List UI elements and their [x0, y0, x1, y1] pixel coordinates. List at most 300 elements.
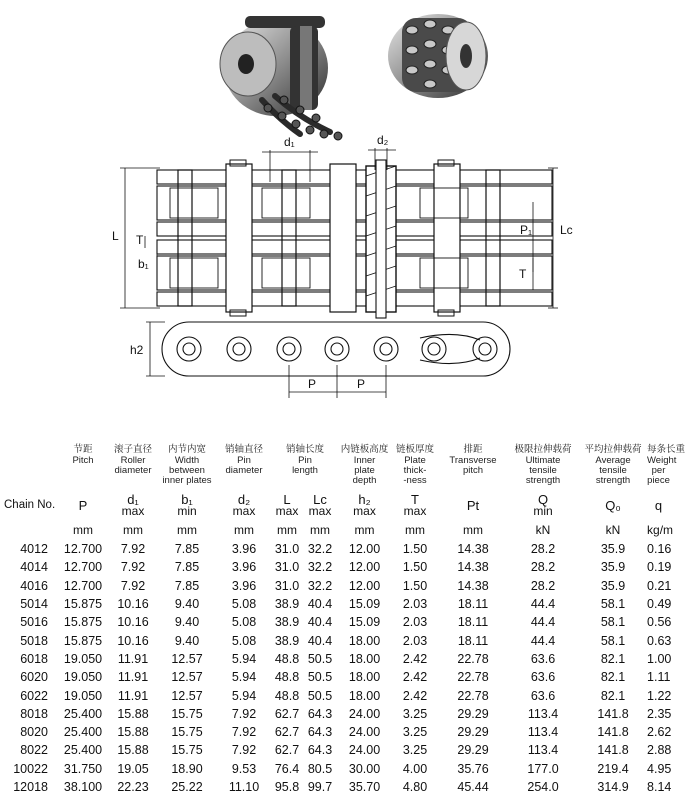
- col-header-en-line: thick-: [403, 465, 427, 476]
- col-header-en-line: Pin: [237, 455, 251, 466]
- table-cell: 141.8: [597, 725, 629, 740]
- col-symbol: [439, 490, 507, 520]
- col-header-cn: 极限拉伸载荷: [514, 444, 572, 455]
- col-header-en-line: between: [169, 465, 205, 476]
- table-cell: 35.9: [600, 578, 626, 593]
- table-cell: 82.1: [600, 651, 626, 666]
- col-header-en-line: Inner: [353, 455, 376, 466]
- table-cell: 99.7: [307, 780, 333, 794]
- col-header-cn: 排距: [463, 444, 483, 455]
- table-cell: 28.2: [530, 560, 556, 575]
- col-unit: mm: [73, 523, 93, 537]
- chain-number-cell: 6022: [20, 688, 48, 703]
- chain-number-cell: 5014: [20, 597, 48, 612]
- col-header-en-line: Plate: [404, 455, 426, 466]
- table-cell: 30.00: [348, 761, 381, 776]
- table-cell: 29.29: [457, 743, 489, 758]
- table-cell: 63.6: [530, 688, 556, 703]
- col-symbol: [507, 490, 579, 520]
- col-header-en: [108, 456, 158, 490]
- col-symbol: [579, 490, 647, 520]
- col-header-en-line: Weight: [647, 455, 677, 466]
- table-cell: 5.08: [231, 633, 257, 648]
- col-header-en-line: tensile: [529, 465, 557, 476]
- table-cell: 22.78: [457, 651, 489, 666]
- col-header-en-line: tensile: [599, 465, 627, 476]
- table-cell: 12.700: [63, 560, 103, 575]
- table-cell: 58.1: [600, 633, 626, 648]
- table-cell: 7.85: [174, 560, 200, 575]
- chain-number-cell: 12018: [13, 780, 48, 794]
- table-cell: 3.25: [402, 743, 428, 758]
- table-cell: 18.11: [457, 615, 489, 630]
- table-cell: 2.03: [402, 615, 428, 630]
- table-cell: 50.5: [307, 688, 333, 703]
- table-cell: 63.6: [530, 670, 556, 685]
- header-blank: [0, 444, 58, 456]
- table-cell: 24.00: [348, 743, 381, 758]
- table-cell: 15.88: [117, 743, 149, 758]
- table-cell: 10.16: [117, 597, 149, 612]
- label-L: L: [112, 229, 119, 243]
- table-cell: 22.23: [117, 780, 149, 794]
- col-header-en: [216, 456, 272, 490]
- table-cell: 1.11: [647, 670, 671, 685]
- table-cell: 10.16: [117, 615, 149, 630]
- table-cell: 1.00: [647, 651, 672, 666]
- table-cell: 18.90: [171, 761, 203, 776]
- table-row: [0, 760, 670, 778]
- table-cell: 9.40: [174, 633, 200, 648]
- col-symbol-sub: min: [533, 504, 553, 518]
- col-header-en-line: Pin: [298, 455, 312, 466]
- table-cell: 15.875: [63, 615, 103, 630]
- table-row: [0, 686, 670, 704]
- chain-number-cell: 6020: [20, 670, 48, 685]
- chain-number-cell: 4016: [20, 578, 48, 593]
- table-cell: 38.9: [274, 633, 300, 648]
- table-cell: 62.7: [274, 725, 300, 740]
- table-cell: 7.92: [120, 578, 146, 593]
- table-cell: 45.44: [457, 780, 489, 794]
- header-blank: [0, 456, 58, 490]
- table-cell: 80.5: [307, 761, 333, 776]
- table-cell: 31.750: [63, 761, 103, 776]
- table-row: [0, 577, 670, 595]
- table-cell: 4.80: [402, 780, 428, 794]
- table-cell: 5.94: [231, 670, 257, 685]
- col-header-en: [158, 456, 216, 490]
- table-cell: 0.56: [647, 615, 672, 630]
- col-header-en-line: depth: [352, 475, 377, 486]
- table-cell: 35.9: [600, 542, 626, 557]
- table-cell: 35.76: [457, 761, 489, 776]
- coupling-photo: [388, 14, 488, 98]
- col-header-en-line: diameter: [114, 465, 152, 476]
- table-cell: 18.00: [348, 633, 381, 648]
- table-cell: 63.6: [530, 651, 556, 666]
- table-cell: 7.92: [231, 725, 257, 740]
- col-symbol-text: b₁: [181, 492, 193, 507]
- table-cell: 58.1: [600, 615, 626, 630]
- table-cell: 32.2: [307, 542, 333, 557]
- table-cell: 40.4: [307, 615, 333, 630]
- table-row: [0, 705, 670, 723]
- table-cell: 24.00: [348, 725, 381, 740]
- col-header-en: [507, 456, 579, 490]
- table-cell: 7.85: [174, 542, 200, 557]
- col-header-en-line: Transverse: [449, 455, 497, 466]
- table-cell: 2.88: [647, 743, 672, 758]
- table-cell: 19.05: [117, 761, 149, 776]
- col-header-en: [439, 456, 507, 490]
- table-cell: 113.4: [527, 706, 559, 721]
- label-Lc: Lc: [560, 223, 573, 237]
- col-unit: mm: [354, 523, 375, 537]
- table-cell: 15.875: [63, 633, 103, 648]
- col-unit: mm: [310, 523, 330, 537]
- col-header-en-line: inner plates: [162, 475, 212, 486]
- col-symbol: [302, 490, 338, 520]
- chain-number-cell: 10022: [13, 761, 48, 776]
- col-unit: mm: [277, 523, 297, 537]
- table-cell: 29.29: [457, 725, 489, 740]
- label-h2: h2: [130, 343, 144, 357]
- table-cell: 8.14: [647, 780, 672, 794]
- chain-number-cell: 8018: [20, 706, 48, 721]
- table-cell: 15.75: [171, 706, 203, 721]
- table-cell: 1.50: [402, 542, 428, 557]
- table-cell: 1.22: [647, 688, 672, 703]
- chain-number-cell: 4012: [20, 542, 48, 557]
- table-cell: 25.400: [63, 743, 103, 758]
- header-row-cn: [0, 444, 670, 456]
- table-row: [0, 558, 670, 576]
- table-cell: 141.8: [597, 706, 629, 721]
- table-cell: 3.25: [402, 706, 428, 721]
- col-header-en-line: length: [292, 465, 318, 476]
- table-cell: 219.4: [597, 761, 629, 776]
- table-cell: 2.42: [402, 670, 428, 685]
- chain-number-cell: 4014: [20, 560, 48, 575]
- col-header-en: [272, 456, 338, 490]
- table-cell: 48.8: [274, 651, 300, 666]
- col-header-en: [58, 456, 108, 490]
- col-unit: kN: [535, 523, 551, 537]
- chain-number-cell: 5018: [20, 633, 48, 648]
- col-symbol-text: Q: [537, 492, 549, 507]
- col-header-en-line: -ness: [403, 475, 427, 486]
- col-header-en: [647, 455, 677, 490]
- col-header-cn: 节距: [73, 444, 93, 455]
- table-cell: 31.0: [274, 578, 300, 593]
- col-symbol: [58, 490, 108, 520]
- chain-number-cell: 6018: [20, 651, 48, 666]
- table-cell: 38.9: [274, 597, 300, 612]
- table-cell: 12.00: [348, 560, 381, 575]
- table-cell: 58.1: [600, 597, 626, 612]
- table-cell: 15.75: [171, 725, 203, 740]
- header-row-unit: [0, 520, 670, 540]
- col-symbol-sub: max: [275, 504, 299, 518]
- table-cell: 15.875: [63, 597, 103, 612]
- table-row: [0, 650, 670, 668]
- table-cell: 25.400: [63, 706, 103, 721]
- table-row: [0, 613, 670, 631]
- col-unit: mm: [123, 523, 143, 537]
- label-P-b: P: [357, 377, 366, 391]
- chain-spec-table: [0, 444, 685, 796]
- col-header-cn: 销轴直径: [224, 444, 263, 455]
- col-header-en: [338, 456, 391, 490]
- col-header-en-line: strength: [595, 475, 631, 486]
- table-cell: 12.00: [348, 578, 381, 593]
- label-P1: P₁: [520, 223, 533, 237]
- table-cell: 35.70: [348, 780, 381, 794]
- table-row: [0, 595, 670, 613]
- table-cell: 18.00: [348, 688, 381, 703]
- table-cell: 11.10: [228, 780, 260, 794]
- table-cell: 3.96: [231, 560, 257, 575]
- table-cell: 14.38: [457, 560, 489, 575]
- chain-number-cell: 5016: [20, 615, 48, 630]
- col-symbol-text: Pt: [466, 497, 480, 513]
- table-cell: 7.92: [120, 560, 146, 575]
- table-cell: 31.0: [274, 560, 300, 575]
- table-cell: 50.5: [307, 670, 333, 685]
- chain-plan-view: [120, 148, 558, 318]
- table-cell: 18.11: [457, 597, 489, 612]
- table-cell: 25.400: [63, 725, 103, 740]
- table-cell: 19.050: [63, 688, 103, 703]
- table-cell: 2.03: [402, 633, 428, 648]
- table-cell: 2.42: [402, 651, 428, 666]
- table-cell: 62.7: [274, 706, 300, 721]
- table-cell: 29.29: [457, 706, 489, 721]
- col-header-cn: 每条长重: [647, 444, 685, 455]
- table-cell: 82.1: [600, 670, 626, 685]
- table-cell: 40.4: [307, 597, 333, 612]
- table-cell: 12.00: [348, 542, 381, 557]
- table-cell: 18.11: [457, 633, 489, 648]
- table-cell: 177.0: [527, 761, 559, 776]
- col-header-cn: 内节内宽: [167, 444, 206, 455]
- table-cell: 3.25: [402, 725, 428, 740]
- chain-no-label: Chain No.: [4, 499, 56, 511]
- table-cell: 48.8: [274, 688, 300, 703]
- col-header-en-line: diameter: [225, 465, 263, 476]
- coupling-photo-with-chain: [220, 16, 342, 140]
- table-cell: 9.40: [174, 597, 200, 612]
- table-row: [0, 741, 670, 759]
- table-body: [0, 540, 670, 796]
- table-cell: 95.8: [274, 780, 300, 794]
- table-cell: 3.96: [231, 578, 257, 593]
- col-symbol-text: T: [411, 492, 419, 507]
- table-cell: 50.5: [307, 651, 333, 666]
- table-cell: 64.3: [307, 743, 333, 758]
- table-cell: 64.3: [307, 725, 333, 740]
- table-cell: 14.38: [457, 578, 489, 593]
- table-cell: 4.95: [647, 761, 672, 776]
- table-cell: 22.78: [457, 670, 489, 685]
- label-T-right: T: [519, 267, 527, 281]
- label-d2: d₂: [377, 133, 389, 147]
- col-header-cn: 内链板高度: [340, 444, 389, 455]
- table-cell: 2.03: [402, 597, 428, 612]
- table-cell: 2.42: [402, 688, 428, 703]
- table-cell: 314.9: [597, 780, 629, 794]
- table-cell: 4.00: [402, 761, 428, 776]
- table-cell: 7.92: [231, 743, 257, 758]
- chain-side-view: [146, 322, 510, 398]
- table-cell: 12.57: [171, 670, 203, 685]
- chain-number-cell: 8022: [20, 743, 48, 758]
- table-cell: 7.92: [231, 706, 257, 721]
- table-cell: 38.9: [274, 615, 300, 630]
- table-cell: 12.57: [171, 651, 203, 666]
- col-symbol-text: d₂: [237, 492, 251, 507]
- col-unit: kg/m: [647, 523, 674, 537]
- table-cell: 141.8: [597, 743, 629, 758]
- table-cell: 5.94: [231, 651, 257, 666]
- table-cell: 2.62: [647, 725, 672, 740]
- col-header-en-line: Roller: [120, 455, 146, 466]
- table-cell: 7.92: [120, 542, 146, 557]
- col-symbol-text: Lc: [313, 492, 327, 507]
- col-header-en-line: Width: [174, 455, 200, 466]
- col-symbol-sub: min: [177, 504, 197, 518]
- table-cell: 11.91: [117, 688, 149, 703]
- col-symbol: [338, 490, 391, 520]
- col-header-en: [579, 456, 647, 490]
- table-cell: 11.91: [117, 670, 149, 685]
- label-b1: b₁: [138, 257, 149, 271]
- col-symbol-sub: max: [353, 504, 376, 518]
- table-cell: 24.00: [348, 706, 381, 721]
- col-header-cn: 平均拉伸载荷: [584, 444, 642, 455]
- header-blank: [0, 520, 58, 540]
- table-cell: 0.16: [647, 542, 672, 557]
- col-header-en-line: piece: [647, 475, 670, 486]
- col-symbol-text: q: [654, 497, 663, 513]
- col-symbol: [647, 490, 670, 520]
- table-row: [0, 631, 670, 649]
- table-cell: 35.9: [600, 560, 626, 575]
- table-cell: 113.4: [527, 743, 559, 758]
- col-header-en-line: per: [651, 465, 666, 476]
- col-unit: mm: [177, 523, 197, 537]
- table-cell: 32.2: [307, 578, 333, 593]
- table-cell: 7.85: [174, 578, 200, 593]
- col-unit: mm: [463, 523, 484, 537]
- col-header-cn: 滚子直径: [113, 444, 152, 455]
- table-cell: 18.00: [348, 670, 381, 685]
- table-cell: 9.53: [231, 761, 257, 776]
- table-cell: 3.96: [231, 542, 257, 557]
- table-header: [0, 444, 685, 540]
- table-row: [0, 668, 670, 686]
- table-cell: 32.2: [307, 560, 333, 575]
- table-cell: 15.88: [117, 725, 149, 740]
- col-header-en-line: Ultimate: [525, 455, 561, 466]
- table-cell: 254.0: [527, 780, 559, 794]
- header-row-en: [0, 456, 670, 490]
- table-cell: 12.57: [171, 688, 203, 703]
- col-symbol: [108, 490, 158, 520]
- table-cell: 15.88: [117, 706, 149, 721]
- table-cell: 19.050: [63, 651, 103, 666]
- col-unit: mm: [405, 523, 426, 537]
- table-cell: 5.94: [231, 688, 257, 703]
- col-symbol: [158, 490, 216, 520]
- label-P-a: P: [308, 377, 317, 391]
- col-header-cn: 销轴长度: [286, 444, 325, 455]
- col-header-en-line: plate: [354, 465, 375, 476]
- table-cell: 44.4: [530, 633, 556, 648]
- col-symbol-text: P: [78, 497, 88, 513]
- table-cell: 5.08: [231, 615, 257, 630]
- table-cell: 113.4: [527, 725, 559, 740]
- table-row: [0, 723, 670, 741]
- table-cell: 14.38: [457, 542, 489, 557]
- table-cell: 62.7: [274, 743, 300, 758]
- col-header-en: [391, 456, 439, 490]
- col-header-en-line: pitch: [462, 465, 484, 476]
- table-row: [0, 778, 670, 796]
- table-cell: 28.2: [530, 578, 556, 593]
- table-cell: 1.50: [402, 578, 428, 593]
- table-cell: 64.3: [307, 706, 333, 721]
- col-symbol-sub: max: [232, 504, 256, 518]
- table-row: [0, 540, 670, 558]
- col-header-cn: 链板厚度: [396, 444, 435, 455]
- table-cell: 15.09: [348, 597, 381, 612]
- table-cell: 44.4: [530, 597, 556, 612]
- col-symbol: [272, 490, 302, 520]
- col-header-en-line: Average: [595, 455, 631, 466]
- col-symbol-sub: max: [308, 504, 332, 518]
- table-cell: 44.4: [530, 615, 556, 630]
- table-cell: 0.21: [647, 578, 672, 593]
- col-symbol-text: h₂: [358, 492, 371, 507]
- table-cell: 0.19: [647, 560, 672, 575]
- table-cell: 28.2: [530, 542, 556, 557]
- table-cell: 19.050: [63, 670, 103, 685]
- col-symbol-sub: max: [403, 504, 427, 518]
- col-header-en-line: strength: [525, 475, 561, 486]
- table-cell: 38.100: [63, 780, 103, 794]
- table-cell: 1.50: [402, 560, 428, 575]
- table-cell: 82.1: [600, 688, 626, 703]
- table-cell: 11.91: [117, 651, 149, 666]
- col-symbol: [391, 490, 439, 520]
- table-cell: 48.8: [274, 670, 300, 685]
- col-unit: kN: [605, 523, 621, 537]
- table-cell: 5.08: [231, 597, 257, 612]
- table-cell: 2.35: [647, 706, 672, 721]
- chain-number-cell: 8020: [20, 725, 48, 740]
- table-cell: 25.22: [171, 780, 203, 794]
- col-symbol-text: d₁: [127, 492, 139, 507]
- table-cell: 15.75: [171, 743, 203, 758]
- col-symbol: [216, 490, 272, 520]
- table-cell: 0.63: [647, 633, 672, 648]
- label-T-left: T: [136, 233, 144, 247]
- table-cell: 9.40: [174, 615, 200, 630]
- col-unit: mm: [234, 523, 254, 537]
- table-cell: 12.700: [63, 578, 103, 593]
